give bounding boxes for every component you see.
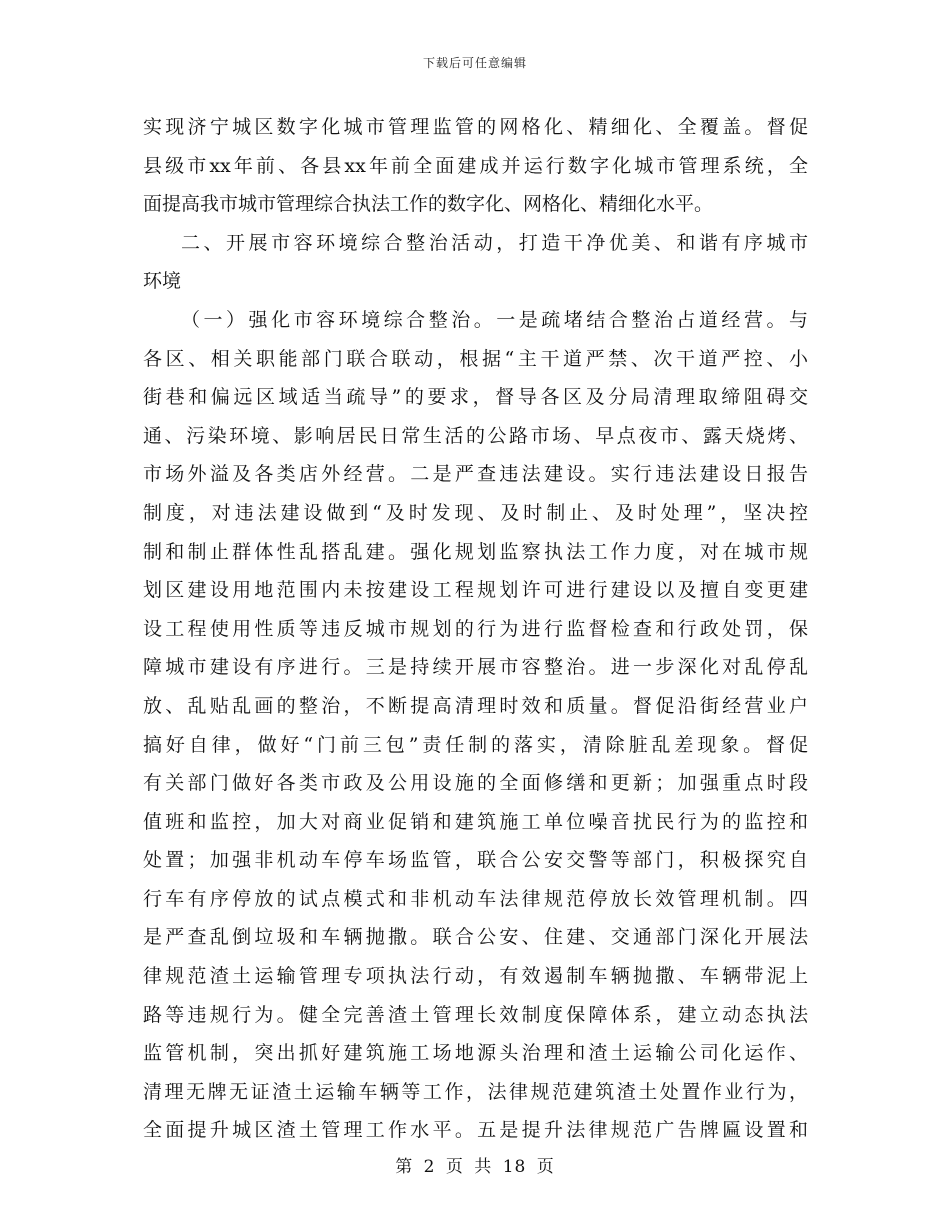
text-line: 实现济宁城区数字化城市管理监管的网格化、精细化、全覆盖。督促 <box>143 116 808 138</box>
text-line: 清理无牌无证渣土运输车辆等工作，法律规范建筑渣土处置作业行为， <box>143 1080 808 1103</box>
text-line: 律规范渣土运输管理专项执法行动，有效遏制车辆抛撒、车辆带泥上 <box>143 965 808 988</box>
text-line: 搞好自律，做好“门前三包”责任制的落实，清除脏乱差现象。督促 <box>143 733 808 756</box>
text-line: 通、污染环境、影响居民日常生活的公路市场、早点夜市、露天烧烤、 <box>143 424 808 447</box>
section-heading-line: 二、开展市容环境综合整治活动，打造干净优美、和谐有序城市 <box>181 231 808 254</box>
text-line: 路等违规行为。健全完善渣土管理长效制度保障体系，建立动态执法 <box>143 1003 808 1026</box>
text-line: 划区建设用地范围内未按建设工程规划许可进行建设以及擅自变更建 <box>143 579 808 602</box>
text-line: 面提高我市城市管理综合执法工作的数字化、网格化、精细化水平。 <box>143 193 714 216</box>
text-line: 行车有序停放的试点模式和非机动车法律规范停放长效管理机制。四 <box>143 887 808 910</box>
text-line: 县级市xx年前、各县xx年前全面建成并运行数字化城市管理系统，全 <box>143 154 808 177</box>
text-line: （一）强化市容环境综合整治。一是疏堵结合整治占道经营。与 <box>181 308 808 331</box>
text-line: 值班和监控，加大对商业促销和建筑施工单位噪音扰民行为的监控和 <box>143 810 808 833</box>
text-line: 设工程使用性质等违反城市规划的行为进行监督检查和行政处罚，保 <box>143 617 808 640</box>
text-line: 有关部门做好各类市政及公用设施的全面修缮和更新；加强重点时段 <box>143 772 808 795</box>
page-header: 下载后可任意编辑 <box>422 56 527 70</box>
page-footer: 第 2 页 共 18 页 <box>395 1157 555 1177</box>
text-line: 放、乱贴乱画的整治，不断提高清理时效和质量。督促沿街经营业户 <box>143 694 808 717</box>
text-line: 制和制止群体性乱搭乱建。强化规划监察执法工作力度，对在城市规 <box>143 540 808 563</box>
text-line: 街巷和偏远区域适当疏导”的要求，督导各区及分局清理取缔阻碍交 <box>143 386 808 409</box>
text-line: 监管机制，突出抓好建筑施工场地源头治理和渣土运输公司化运作、 <box>143 1042 808 1065</box>
text-line: 各区、相关职能部门联合联动，根据“主干道严禁、次干道严控、小 <box>143 347 808 370</box>
text-line: 是严查乱倒垃圾和车辆抛撒。联合公安、住建、交通部门深化开展法 <box>143 926 808 949</box>
section-heading-line: 环境 <box>143 270 182 293</box>
text-line: 处置；加强非机动车停车场监管，联合公安交警等部门，积极探究自 <box>143 849 808 872</box>
text-line: 全面提升城区渣土管理工作水平。五是提升法律规范广告牌匾设置和 <box>143 1119 808 1142</box>
text-line: 市场外溢及各类店外经营。二是严查违法建设。实行违法建设日报告 <box>143 463 808 486</box>
text-line: 障城市建设有序进行。三是持续开展市容整治。进一步深化对乱停乱 <box>143 656 808 679</box>
document-body <box>143 108 808 1150</box>
text-line: 制度，对违法建设做到“及时发现、及时制止、及时处理”，坚决控 <box>143 501 808 524</box>
